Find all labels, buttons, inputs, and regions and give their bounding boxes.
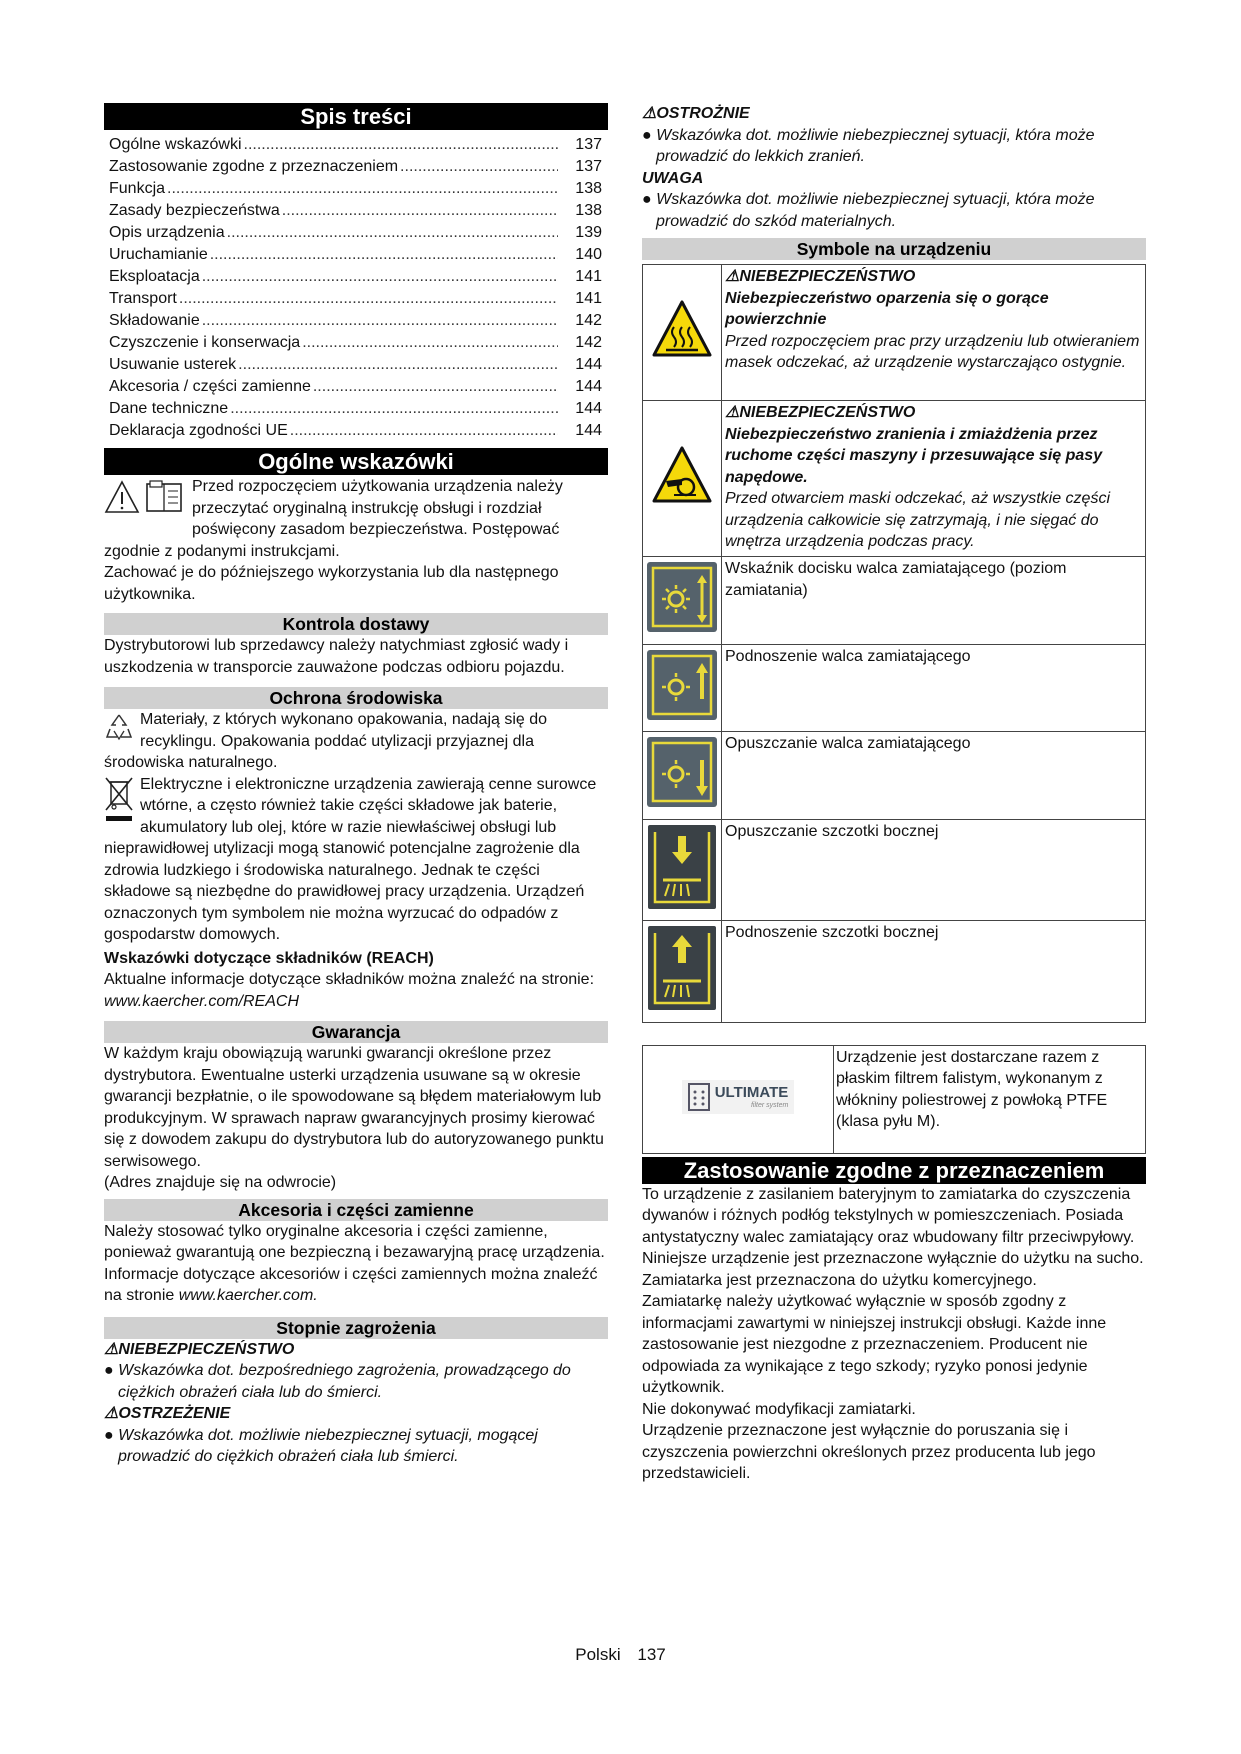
symbol-icon-cell	[643, 819, 722, 921]
symbol-row	[643, 644, 1146, 732]
accessories-title: Akcesoria i części zamienne	[104, 1199, 608, 1221]
reach-text: Aktualne informacje dotyczące składników można znaleźć na stronie: www.kaercher.com/REACH	[104, 971, 595, 1010]
notice-label: UWAGA	[642, 169, 704, 187]
ultimate-logo: ULTIMATE filter system	[682, 1080, 795, 1114]
left-column	[104, 103, 608, 1468]
toc-item[interactable]: Deklaracja zgodności UE ..... 144	[104, 420, 608, 442]
accessories-text-1: Należy stosować tylko oryginalne akcesoria i części zamienne, ponieważ gwarantują one bezpieczną i bezawaryjną pracę urządzenia.	[104, 1222, 605, 1261]
delivery-title: Kontrola dostawy	[104, 613, 608, 635]
toc-item[interactable]: Składowanie ..... 142	[104, 310, 608, 332]
symbol-icon-cell	[643, 401, 722, 557]
symbol-text-cell: Podnoszenie walca zamiatającego	[722, 644, 1146, 732]
symbol-row	[643, 401, 1146, 557]
caution-label: ⚠OSTROŻNIE	[642, 105, 750, 122]
environment-weee	[104, 774, 608, 946]
reach-link[interactable]: www.kaercher.com/REACH	[104, 992, 300, 1010]
general-section	[104, 476, 608, 605]
warning-triangle-icon: ⚠	[642, 105, 657, 122]
general-title: Ogólne wskazówki	[104, 448, 608, 475]
symbols-title: Symbole na urządzeniu	[642, 238, 1146, 260]
ultimate-text-cell: Urządzenie jest dostarczane razem z płaskim filtrem falistym, wykonanym z włókniny poliestrowej z powłoką PTFE (klasa pyłu M).	[834, 1045, 1146, 1153]
environment-recycling	[104, 709, 608, 774]
symbol-row	[643, 819, 1146, 921]
symbol-text-cell: ⚠NIEBEZPIECZEŃSTWO Niebezpieczeństwo zranienia i zmiażdżenia przez ruchome części maszyny i przesuwające się pasy napędowe. Przed otwarciem maski odczekać, aż wszystkie części urządzenia całkowicie się zatrzymają, i nie sięgać do wnętrza urządzenia podczas pracy.	[722, 401, 1146, 557]
intended-text-3: Zamiatarka jest przeznaczona do użytku komercyjnego.	[642, 1271, 1037, 1289]
toc-item[interactable]: Uruchamianie ..... 140	[104, 244, 608, 266]
warning-triangle-icon: ⚠	[725, 268, 740, 285]
toc-item[interactable]: Funkcja ..... 138	[104, 178, 608, 200]
toc-item[interactable]: Zasady bezpieczeństwa ..... 138	[104, 200, 608, 222]
environment-title: Ochrona środowiska	[104, 687, 608, 709]
hot-surface-icon	[652, 299, 712, 359]
symbol-text-cell: Podnoszenie szczotki bocznej	[722, 921, 1146, 1023]
reach-title: Wskazówki dotyczące składników (REACH)	[104, 949, 434, 967]
ultimate-logo-cell	[643, 1045, 834, 1153]
symbol-row	[643, 265, 1146, 401]
intended-title: Zastosowanie zgodne z przeznaczeniem	[642, 1157, 1146, 1184]
warning-label: ⚠OSTRZEŻENIE	[104, 1405, 231, 1422]
symbol-icon-cell	[643, 644, 722, 732]
warning-triangle-icon: ⚠	[104, 1405, 119, 1422]
toc-item[interactable]: Zastosowanie zgodne z przeznaczeniem ..... 137	[104, 156, 608, 178]
symbol-row	[643, 732, 1146, 820]
notice-text: ● Wskazówka dot. możliwie niebezpiecznej sytuacji, która może prowadzić do szkód materialnych.	[642, 191, 1095, 230]
environment-text-2: Elektryczne i elektroniczne urządzenia zawierają cenne surowce wtórne, a często również takie części składowe jak baterie, akumulatory lub olej, które w razie niewłaściwej obsługi lub nieprawidłowej utylizacji mogą stanowić potencjalne zagrożenie dla zdrowia ludzkiego i środowiska naturalnego. Jednak te części składowe są niezbędne do prawidłowej pracy urządzenia. Urządzeń oznaczonych tym symbolem nie można wyrzucać do odpadów z gospodarstw domowych.	[104, 775, 597, 943]
page-footer	[0, 1645, 1241, 1665]
toc-item[interactable]: Dane techniczne ..... 144	[104, 398, 608, 420]
symbol-icon-cell	[643, 921, 722, 1023]
hazard-title: Stopnie zagrożenia	[104, 1317, 608, 1339]
symbol-text-cell: ⚠NIEBEZPIECZEŃSTWO Niebezpieczeństwo oparzenia się o gorące powierzchnie Przed rozpoczęciem prac przy urządzeniu lub otwieraniem masek odczekać, aż urządzenie wystarczająco ostygnie.	[722, 265, 1146, 401]
toc-item[interactable]: Akcesoria / części zamienne ..... 144	[104, 376, 608, 398]
page-number: 137	[637, 1645, 666, 1664]
toc-item[interactable]: Eksploatacja ..... 141	[104, 266, 608, 288]
danger-text: ● Wskazówka dot. bezpośredniego zagrożenia, prowadzącego do ciężkich obrażeń ciała lub do śmierci.	[104, 1362, 571, 1401]
toc-item[interactable]: Transport ..... 141	[104, 288, 608, 310]
symbol-icon-cell	[643, 732, 722, 820]
toc-list	[104, 134, 608, 442]
symbol-icon-cell	[643, 265, 722, 401]
symbol-text-cell: Opuszczanie walca zamiatającego	[722, 732, 1146, 820]
danger-label: ⚠NIEBEZPIECZEŃSTWO	[104, 1340, 295, 1358]
delivery-text: Dystrybutorowi lub sprzedawcy należy natychmiast zgłosić wady i uszkodzenia w transporcie zauważone podczas odbioru pojazdu.	[104, 637, 569, 676]
intended-text-6: Urządzenie przeznaczone jest wyłącznie do poruszania się i czyszczenia powierzchni określonych przez producenta lub jego przedstawicieli.	[642, 1422, 1096, 1482]
intended-text-5: Nie dokonywać modyfikacji zamiatarki.	[642, 1400, 916, 1418]
footer-language: Polski	[575, 1645, 621, 1664]
warranty-title: Gwarancja	[104, 1021, 608, 1043]
intended-text-4: Zamiatarkę należy użytkować wyłącznie w sposób zgodny z informacjami zawartymi w niniejszej instrukcji obsługi. Każde inne zastosowanie jest niezgodne z przeznaczeniem. Producent nie odpowiada za wynikające z tego szkody; ryzyko ponosi jedynie użytkownik.	[642, 1293, 1107, 1396]
symbol-text-cell: Opuszczanie szczotki bocznej	[722, 819, 1146, 921]
crush-hazard-icon	[652, 445, 712, 505]
crossed-bin-icon	[104, 776, 134, 829]
warranty-text-1: W każdym kraju obowiązują warunki gwarancji określone przez dystrybutora. Ewentualne usterki urządzenia usuwane są w okresie gwarancji bezpłatnie, o ile spowodowane są błędem materiałowym lub produkcyjnym. W sprawach napraw gwarancyjnych prosimy kierować się z dowodem zakupu do dystrybutora lub do autoryzowanego punktu serwisowego.	[104, 1045, 604, 1170]
symbol-text-cell: Wskaźnik docisku walca zamiatającego (poziom zamiatania)	[722, 557, 1146, 645]
side-brush-lower-icon	[647, 824, 717, 910]
caution-text: ● Wskazówka dot. możliwie niebezpiecznej sytuacji, która może prowadzić do lekkich zranień.	[642, 126, 1095, 165]
accessories-text-2: Informacje dotyczące akcesoriów i części zamiennych można znaleźć na stronie www.kaercher.com.	[104, 1265, 598, 1304]
side-brush-raise-icon	[647, 925, 717, 1011]
roller-raise-icon	[646, 649, 718, 721]
symbol-row	[643, 557, 1146, 645]
toc-item[interactable]: Czyszczenie i konserwacja ..... 142	[104, 332, 608, 354]
intended-text-2: Niniejsze urządzenie jest przeznaczone wyłącznie do użytku na sucho.	[642, 1250, 1144, 1267]
ultimate-table	[642, 1045, 1146, 1154]
toc-item[interactable]: Ogólne wskazówki ..... 137	[104, 134, 608, 156]
warning-manual-icon	[104, 479, 186, 522]
toc-item[interactable]: Usuwanie usterek ..... 144	[104, 354, 608, 376]
toc-title: Spis treści	[104, 103, 608, 130]
symbols-table	[642, 264, 1146, 1023]
warning-text: ● Wskazówka dot. możliwie niebezpiecznej sytuacji, mogącej prowadzić do ciężkich obrażeń ciała lub śmierci.	[104, 1426, 538, 1465]
accessories-link[interactable]: www.kaercher.com.	[178, 1287, 318, 1304]
right-column	[642, 103, 1146, 1485]
general-text-2: Zachować je do późniejszego wykorzystania lub dla następnego użytkownika.	[104, 564, 559, 603]
warning-triangle-icon: ⚠	[725, 404, 740, 421]
warranty-text-2: (Adres znajduje się na odwrocie)	[104, 1174, 337, 1191]
environment-text-1: Materiały, z których wykonano opakowania, nadają się do recyklingu. Opakowania poddać utylizacji przyjaznej dla środowiska naturalnego.	[104, 711, 548, 771]
roller-lower-icon	[646, 736, 718, 808]
recycling-icon	[104, 711, 134, 750]
intended-text-1: To urządzenie z zasilaniem bateryjnym to zamiatarka do czyszczenia dywanów i różnych podłóg tekstylnych w pomieszczeniach. Posiada antystatyczny walec zamiatający oraz wbudowany filtr przeciwpyłowy.	[642, 1185, 1135, 1246]
warning-triangle-icon: ⚠	[104, 1340, 119, 1358]
filter-icon	[688, 1083, 710, 1111]
general-text-1: Przed rozpoczęciem użytkowania urządzenia należy przeczytać oryginalną instrukcję obsługi i rozdział poświęcony zasadom bezpieczeństwa. Postępować zgodnie z podanymi instrukcjami.	[104, 478, 563, 560]
toc-item[interactable]: Opis urządzenia ..... 139	[104, 222, 608, 244]
roller-pressure-icon	[646, 561, 718, 633]
symbol-row	[643, 921, 1146, 1023]
symbol-icon-cell	[643, 557, 722, 645]
